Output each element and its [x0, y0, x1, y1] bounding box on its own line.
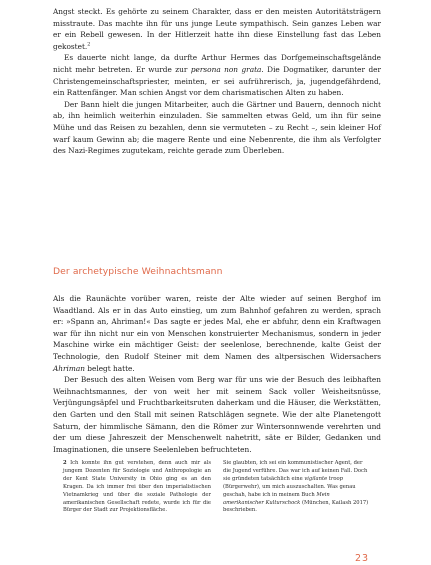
footnote-right-text-c: (München, Kailash 2017) beschrieben.: [223, 499, 369, 514]
footnotes: [63, 460, 371, 515]
footnote-column-right: [223, 460, 371, 515]
paragraph-4: [53, 293, 381, 374]
footnote-right-text-a: Sie glaubten, ich sei ein kommunistischer Agent, der die Jugend verführe. Das war ich auf keinen Fall. Doch sie gründeten tatsächlich eine: [223, 460, 368, 482]
footnote-left-text: Ich konnte ihn gut verstehen, denn auch mir als jungem Dozenten für Soziologie und Anthropologie an der Kent State University in Ohio ging es an den Kragen. Da ich immer frei über den imperialistischen Vietnamkrieg und über die soziale Pathologie der amerikanischen Gesellschaft redete, wurde ich für die Bürger der Stadt zur Projektionsfläche.: [63, 460, 211, 514]
footnote-2-left: [63, 460, 211, 515]
footnote-2-right: [223, 460, 371, 515]
paragraph-5: Der Besuch des alten Weisen vom Berg war für uns wie der Besuch des leibhaften Weihnachtsmannes, der von weit her mit seinem Sack voller Weisheitsnüsse, Verjüngungsäpfel und Fruchtbarkeitsruten daherkam und die Häuser, die Werkstätten, den Garten und den Stall mit seinen Ratschlägen segnete. Wie der alte Planetengott Saturn, der himmlische Sämann, den die Römer zur Wintersonnwende verehrten und der um diese Jahreszeit der Menschenwelt nahetritt, säte er Bilder, Gedanken und Imaginationen, die unsere Seelenleben befruchteten.: [53, 375, 381, 454]
page-number: 23: [355, 553, 370, 564]
paragraph-2-italic: persona non grata: [190, 64, 262, 74]
paragraph-2-text-a: Es dauerte nicht lange, da durfte Arthur Hermes das Dorfgemeinschaftsgelände nicht mehr betreten. Er wurde zur: [53, 53, 381, 74]
section-heading: Der archetypische Weihnachtsmann: [53, 266, 223, 277]
paragraph-1: [53, 6, 381, 52]
paragraph-4-italic: Ahriman: [53, 363, 85, 373]
footnote-number: 2: [63, 460, 67, 466]
body-text-lower: [53, 293, 381, 455]
footnote-right-text-b: (Bürgerwehr), um mich auszuschalten. Was genau geschah, habe ich in meinem Buch: [223, 483, 356, 498]
footnote-marker[interactable]: 2: [87, 41, 91, 48]
paragraph-3: Der Bann hielt die jungen Mitarbeiter, auch die Gärtner und Bauern, dennoch nicht ab, ihn heimlich weiterhin einzuladen. Sie sammelten etwas Geld, um ihn für seine Mühe und das Reisen zu bezahlen, denn sie vermuteten – zu Recht –, sein kleiner Hof warf kaum Gewinn ab; die magere Rente und eine Nebenrente, die ihm als Verfolgter des Nazi-Regimes zugutekam, reichte gerade zum Überleben.: [53, 99, 381, 156]
paragraph-2: [53, 52, 381, 98]
footnote-column-left: [63, 460, 211, 515]
paragraph-4-text-a: Als die Raunächte vorüber waren, reiste der Alte wieder auf seinen Berghof im Waadtland. Als er in das Auto einstieg, um zum Bahnhof gefahren zu werden, sprach er: »Spann an, Ahriman!« Das sagte er jedes Mal, ehe er abfuhr, denn ein Kraftwagen war für ihn nicht nur ein von Menschen konstruierter Mechanismus, sondern in jeder Maschine wirke ein mächtiger Geist: der seelenlose, berechnende, kalte Geist der Technologie, den Rudolf Steiner mit dem Namen des altpersischen Widersachers: [53, 294, 381, 361]
footnote-right-italic-2: Mein amerikanischer Kulturschock: [223, 491, 330, 506]
paragraph-4-text-b: belegt hatte.: [84, 363, 135, 373]
body-text-top: [53, 6, 381, 157]
paragraph-1-text: Angst steckt. Es gehörte zu seinem Charakter, dass er den meisten Autoritätsträgern misstraute. Das machte ihn für uns junge Leute sympathisch. Sein ganzes Leben war er ein Rebell gewesen. In der Hitlerzeit hatte ihn diese Einstellung fast das Leben gekostet.: [53, 7, 381, 51]
footnote-right-italic-1: vigilante troop: [304, 475, 343, 482]
paragraph-2-text-b: . Die Dogmatiker, darunter der Christengemeinschaftspriester, meinten, er sei aufrührerisch, ja, jugendgefährdend, ein Rattenfänger. Man schien Angst vor dem charismatischen Alten zu haben.: [53, 64, 381, 98]
